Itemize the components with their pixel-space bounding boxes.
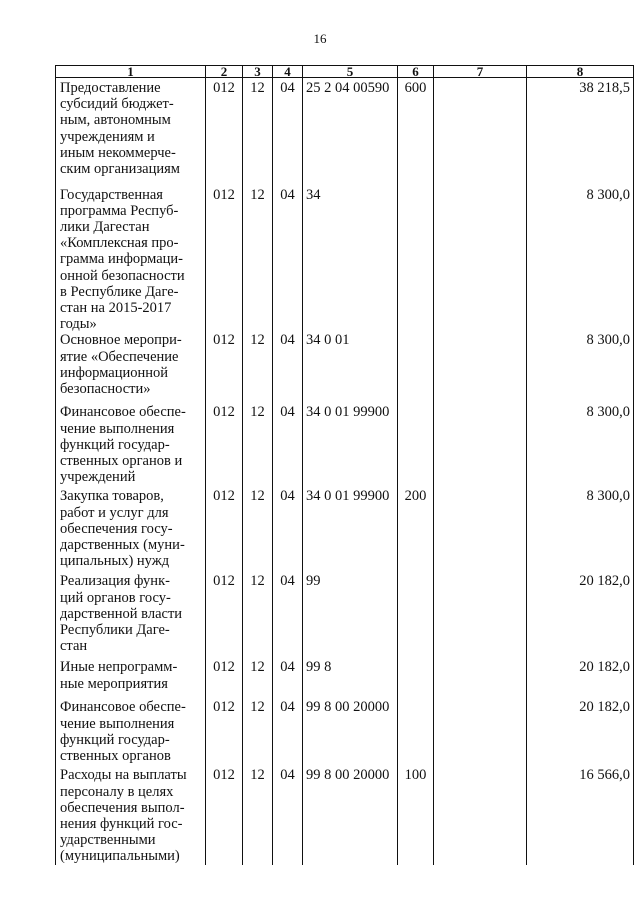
amount-cell: 8 300,0 — [527, 404, 634, 488]
expense-type-cell — [398, 332, 434, 404]
row-name-cell: Расходы на выплаты персоналу в целях обеспечения выпол- нения функций гос- ударственными (муниципальными) — [56, 767, 206, 864]
page-number: 16 — [313, 31, 327, 46]
col7-cell — [434, 332, 527, 404]
header-col-8: 8 — [527, 66, 634, 78]
target-article-cell: 25 2 04 00590 — [303, 78, 398, 187]
subsection-code-cell: 04 — [273, 488, 303, 573]
target-article-cell: 34 0 01 — [303, 332, 398, 404]
section-code-cell: 12 — [243, 699, 273, 767]
section-code-cell: 12 — [243, 332, 273, 404]
ministry-code-cell: 012 — [206, 187, 243, 333]
row-name-cell: Реализация функ- ций органов госу- дарственной власти Республики Даге- стан — [56, 573, 206, 659]
row-name-cell: Закупка товаров, работ и услуг для обеспечения госу- дарственных (муни- ципальных) нужд — [56, 488, 206, 573]
expense-type-cell — [398, 659, 434, 699]
ministry-code-cell: 012 — [206, 332, 243, 404]
expense-type-cell: 200 — [398, 488, 434, 573]
amount-cell: 20 182,0 — [527, 699, 634, 767]
header-col-2: 2 — [206, 66, 243, 78]
ministry-code-cell: 012 — [206, 699, 243, 767]
table-row — [56, 404, 634, 488]
row-name-cell: Предоставление субсидий бюджет- ным, автономным учреждениям и иным некоммерче- ским организациям — [56, 78, 206, 187]
amount-cell: 20 182,0 — [527, 573, 634, 659]
target-article-cell: 34 0 01 99900 — [303, 404, 398, 488]
table-row — [56, 78, 634, 187]
header-col-6: 6 — [398, 66, 434, 78]
col7-cell — [434, 488, 527, 573]
expense-type-cell — [398, 699, 434, 767]
col7-cell — [434, 573, 527, 659]
target-article-cell: 34 0 01 99900 — [303, 488, 398, 573]
col7-cell — [434, 404, 527, 488]
expense-type-cell — [398, 187, 434, 333]
target-article-cell: 99 8 — [303, 659, 398, 699]
row-name-cell: Финансовое обеспе- чение выполнения функций государ- ственных органов — [56, 699, 206, 767]
ministry-code-cell: 012 — [206, 659, 243, 699]
ministry-code-cell: 012 — [206, 767, 243, 864]
target-article-cell: 34 — [303, 187, 398, 333]
subsection-code-cell: 04 — [273, 332, 303, 404]
expense-type-cell — [398, 573, 434, 659]
table-body — [56, 78, 634, 865]
table-row — [56, 767, 634, 864]
section-code-cell: 12 — [243, 767, 273, 864]
subsection-code-cell: 04 — [273, 404, 303, 488]
section-code-cell: 12 — [243, 573, 273, 659]
header-col-3: 3 — [243, 66, 273, 78]
header-col-7: 7 — [434, 66, 527, 78]
subsection-code-cell: 04 — [273, 78, 303, 187]
amount-cell: 8 300,0 — [527, 332, 634, 404]
col7-cell — [434, 659, 527, 699]
section-code-cell: 12 — [243, 488, 273, 573]
expense-type-cell — [398, 404, 434, 488]
target-article-cell: 99 8 00 20000 — [303, 699, 398, 767]
section-code-cell: 12 — [243, 659, 273, 699]
row-name-cell: Финансовое обеспе- чение выполнения функций государ- ственных органов и учреждений — [56, 404, 206, 488]
header-col-4: 4 — [273, 66, 303, 78]
table-row — [56, 699, 634, 767]
ministry-code-cell: 012 — [206, 488, 243, 573]
subsection-code-cell: 04 — [273, 187, 303, 333]
subsection-code-cell: 04 — [273, 659, 303, 699]
row-name-cell: Иные непрограмм- ные мероприятия — [56, 659, 206, 699]
ministry-code-cell: 012 — [206, 404, 243, 488]
row-name-cell: Государственная программа Респуб- лики Дагестан «Комплексная про- грамма информаци- онной безопасности в Республике Даге- стан на 2015-2017 годы» — [56, 187, 206, 333]
amount-cell: 8 300,0 — [527, 187, 634, 333]
expense-type-cell: 600 — [398, 78, 434, 187]
table-row — [56, 659, 634, 699]
header-row — [56, 66, 634, 78]
section-code-cell: 12 — [243, 187, 273, 333]
budget-table — [55, 65, 634, 865]
ministry-code-cell: 012 — [206, 573, 243, 659]
target-article-cell: 99 — [303, 573, 398, 659]
subsection-code-cell: 04 — [273, 699, 303, 767]
target-article-cell: 99 8 00 20000 — [303, 767, 398, 864]
amount-cell: 16 566,0 — [527, 767, 634, 864]
header-col-5: 5 — [303, 66, 398, 78]
col7-cell — [434, 78, 527, 187]
col7-cell — [434, 699, 527, 767]
section-code-cell: 12 — [243, 78, 273, 187]
table-row — [56, 332, 634, 404]
amount-cell: 38 218,5 — [527, 78, 634, 187]
table-row — [56, 573, 634, 659]
ministry-code-cell: 012 — [206, 78, 243, 187]
subsection-code-cell: 04 — [273, 573, 303, 659]
col7-cell — [434, 767, 527, 864]
amount-cell: 20 182,0 — [527, 659, 634, 699]
table-row — [56, 488, 634, 573]
row-name-cell: Основное меропри- ятие «Обеспечение информационной безопасности» — [56, 332, 206, 404]
amount-cell: 8 300,0 — [527, 488, 634, 573]
section-code-cell: 12 — [243, 404, 273, 488]
col7-cell — [434, 187, 527, 333]
header-col-1: 1 — [56, 66, 206, 78]
subsection-code-cell: 04 — [273, 767, 303, 864]
table-row — [56, 187, 634, 333]
expense-type-cell: 100 — [398, 767, 434, 864]
